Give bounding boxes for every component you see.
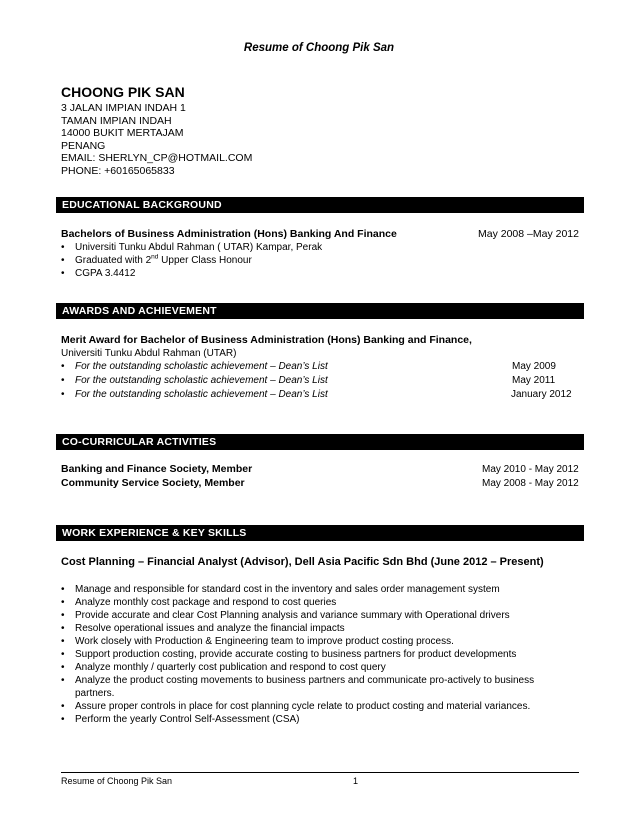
contact-block [61,102,252,177]
activity-item: Community Service Society, Member [61,477,245,489]
work-bullet: • Assure proper controls in place for cost planning cycle relate to product costing and material variances. [61,701,531,712]
section-heading-awards: AWARDS AND ACHIEVEMENT [56,303,584,319]
education-bullet: • Graduated with 2nd Upper Class Honour [61,253,252,266]
award-date: January 2012 [511,389,572,400]
section-heading-education: EDUCATIONAL BACKGROUND [56,197,584,213]
email-line: EMAIL: SHERLYN_CP@HOTMAIL.COM [61,152,253,164]
work-bullet: • Provide accurate and clear Cost Planning analysis and variance summary with Operational drivers [61,610,510,621]
address-line-4: PENANG [61,139,106,152]
award-item: • For the outstanding scholastic achievement – Dean’s List [61,389,328,400]
candidate-name: CHOONG PIK SAN [61,84,185,100]
section-heading-cocurricular: CO-CURRICULAR ACTIVITIES [56,434,584,450]
work-bullet: • Resolve operational issues and analyze the financial impacts [61,623,345,634]
award-item: • For the outstanding scholastic achievement – Dean’s List [61,375,328,386]
page-header-title: Resume of Choong Pik San [243,42,395,54]
work-bullet: • Work closely with Production & Engineering team to improve product costing process. [61,636,454,647]
award-date: May 2011 [512,375,556,386]
footer-page-number: 1 [353,776,359,786]
job-position: Cost Planning – Financial Analyst (Advisor), Dell Asia Pacific Sdn Bhd (June 2012 – Present) [61,556,544,568]
address-line-3: 14000 BUKIT MERTAJAM [61,127,184,139]
work-bullet: • Perform the yearly Control Self-Assessment (CSA) [61,714,300,725]
section-heading-work: WORK EXPERIENCE & KEY SKILLS [56,525,584,541]
award-item: • For the outstanding scholastic achievement – Dean’s List [61,361,328,372]
award-institution: Universiti Tunku Abdul Rahman (UTAR) [61,348,237,359]
work-bullet-continuation: partners. [75,688,115,699]
activity-date: May 2010 - May 2012 [482,464,579,475]
award-title: Merit Award for Bachelor of Business Administration (Hons) Banking and Finance, [61,334,472,346]
work-bullet: • Support production costing, provide accurate costing to business partners for product developments [61,649,517,660]
footer-title: Resume of Choong Pik San [61,776,173,786]
work-bullet: • Manage and responsible for standard cost in the inventory and sales order management system [61,584,500,595]
work-bullet: • Analyze monthly / quarterly cost publication and respond to cost query [61,662,386,673]
education-bullet: • CGPA 3.4412 [61,268,136,279]
activity-item: Banking and Finance Society, Member [61,463,253,475]
education-bullet: • Universiti Tunku Abdul Rahman ( UTAR) Kampar, Perak [61,242,323,253]
address-line-2: TAMAN IMPIAN INDAH [61,114,172,127]
degree-title: Bachelors of Business Administration (Hons) Banking And Finance [61,228,397,240]
activity-date: May 2008 - May 2012 [482,478,579,489]
footer-rule [61,772,579,773]
phone-line: PHONE: +60165065833 [61,164,175,177]
address-line-1: 3 JALAN IMPIAN INDAH 1 [61,102,186,114]
work-bullet: • Analyze monthly cost package and respond to cost queries [61,597,337,608]
degree-dates: May 2008 –May 2012 [478,228,579,240]
work-bullet: • Analyze the product costing movements to business partners and communicate pro-actively to business [61,675,535,686]
award-date: May 2009 [512,361,556,372]
